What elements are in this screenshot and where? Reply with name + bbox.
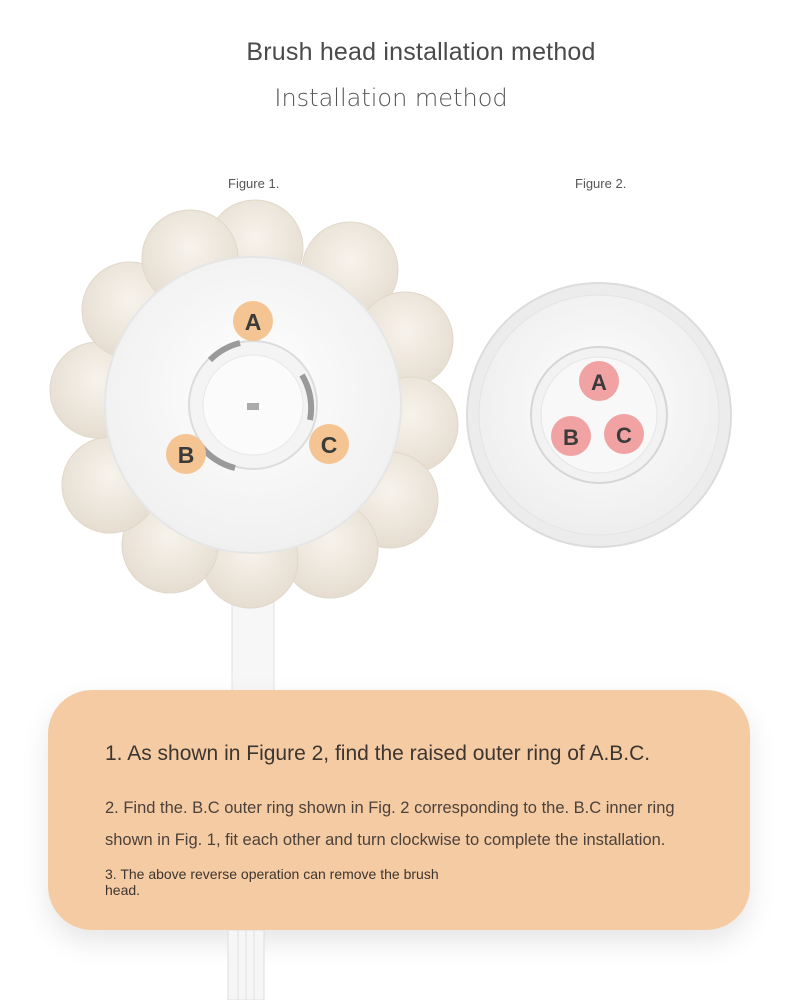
marker-c — [309, 424, 349, 464]
instruction-step-3: 3. The above reverse operation can remove the brush head. — [105, 866, 439, 898]
instruction-card — [48, 690, 750, 930]
figure-1-label: Figure 1. — [228, 176, 280, 191]
page-title: Brush head installation method — [246, 38, 596, 66]
marker-b-label: B — [563, 425, 579, 450]
marker-b — [166, 434, 206, 474]
marker-c-label: C — [616, 423, 632, 448]
marker-a-label: A — [591, 370, 607, 395]
instruction-step-1: 1. As shown in Figure 2, find the raised outer ring of A.B.C. — [105, 742, 651, 765]
figure-2-label: Figure 2. — [575, 176, 627, 191]
marker-a-label: A — [244, 309, 262, 335]
figure-1-brush-head — [40, 190, 470, 710]
marker-c — [604, 414, 644, 454]
figure-2-handle-mount — [460, 280, 740, 560]
marker-a — [579, 361, 619, 401]
marker-a — [233, 301, 273, 341]
marker-b — [551, 416, 591, 456]
marker-c-label: C — [320, 432, 338, 458]
instruction-step-2: 2. Find the. B.C outer ring shown in Fig. 2 corresponding to the. B.C inner ring shown in Fig. 1, fit each other and turn clockwise to complete the installation. — [105, 799, 675, 849]
center-logo-icon — [247, 403, 259, 410]
page-subtitle: Installation method — [274, 84, 508, 112]
marker-b-label: B — [177, 442, 195, 468]
handle-bottom — [226, 930, 266, 1000]
